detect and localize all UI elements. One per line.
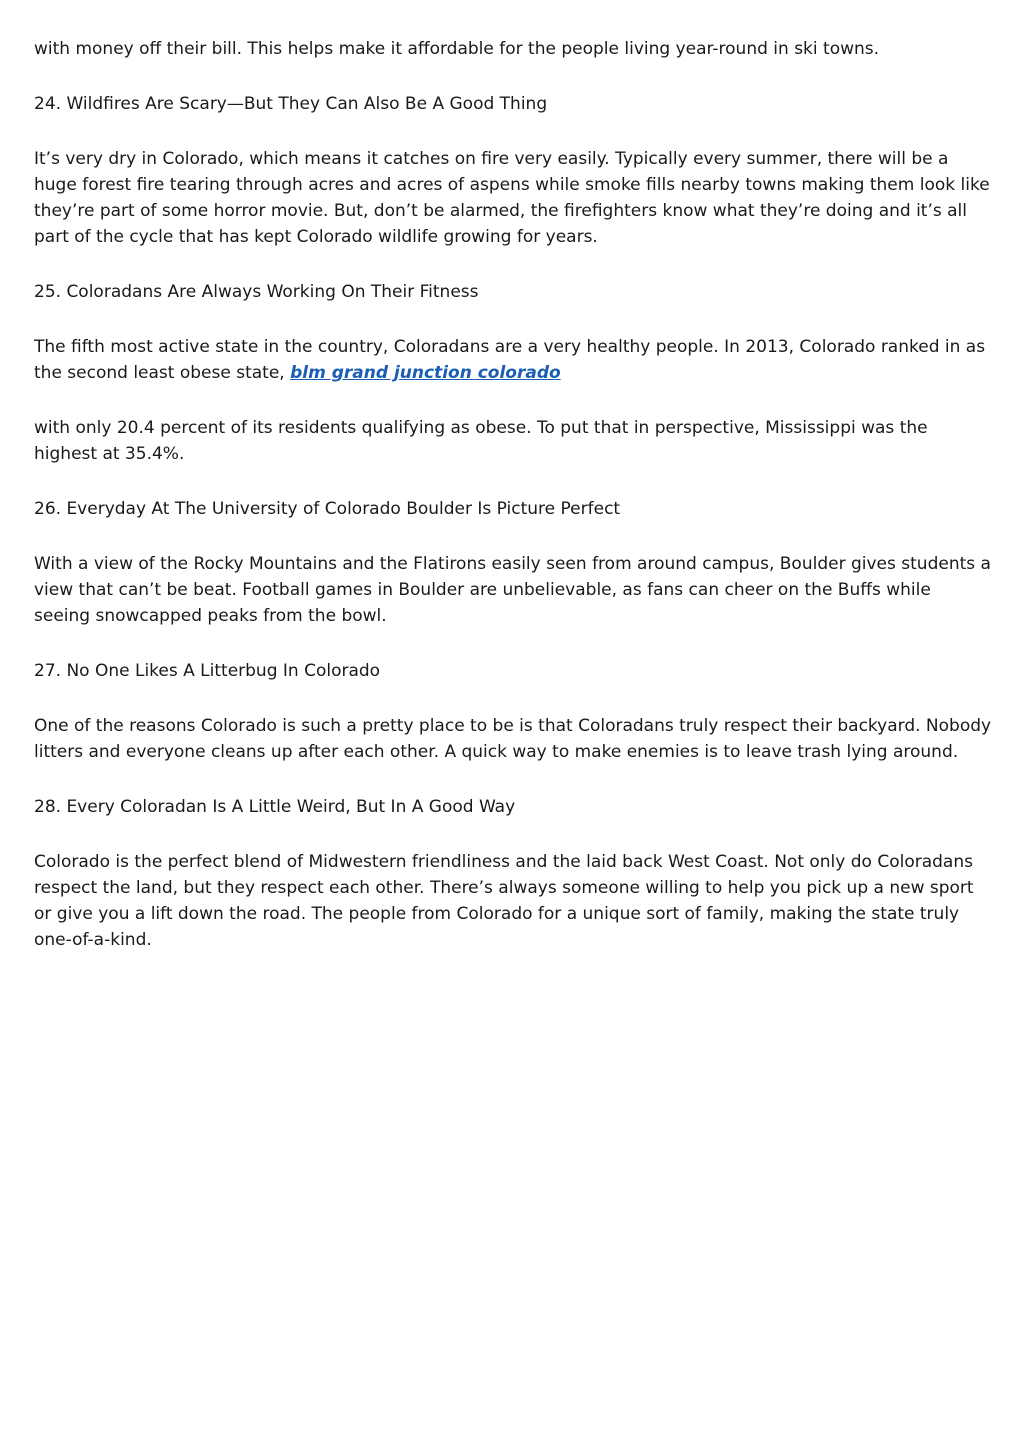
heading-wildfires: 24. Wildfires Are Scary—But They Can Also Be A Good Thing bbox=[34, 94, 548, 114]
paragraph-bill: with money off their bill. This helps make it affordable for the people living year-round in ski towns. bbox=[34, 39, 880, 59]
paragraph-fitness bbox=[34, 334, 992, 386]
paragraph-weird: Colorado is the perfect blend of Midwestern friendliness and the laid back West Coast. Not only do Coloradans respect the land, but they respect each other. There’s always someone willing to help you pick up a new sport or give you a lift down the road. The people from Colorado for a unique sort of family, making the state truly one-of-a-kind. bbox=[34, 852, 974, 950]
paragraph-litterbug: One of the reasons Colorado is such a pretty place to be is that Coloradans truly respect their backyard. Nobody litters and everyone cleans up after each other. A quick way to make enemies is to leave trash lying around. bbox=[34, 716, 992, 762]
paragraph-fitness-text: The fifth most active state in the country, Coloradans are a very healthy people. In 2013, Colorado ranked in as the second least obese state, bbox=[34, 337, 986, 383]
paragraph-boulder: With a view of the Rocky Mountains and the Flatirons easily seen from around campus, Boulder gives students a view that can’t be beat. Football games in Boulder are unbelievable, as fans can cheer on the Buffs while seeing snowcapped peaks from the bowl. bbox=[34, 554, 991, 626]
document-body bbox=[34, 36, 992, 982]
heading-weird: 28. Every Coloradan Is A Little Weird, But In A Good Way bbox=[34, 797, 516, 817]
heading-boulder: 26. Everyday At The University of Colorado Boulder Is Picture Perfect bbox=[34, 499, 621, 519]
heading-litterbug: 27. No One Likes A Litterbug In Colorado bbox=[34, 661, 381, 681]
paragraph-obesity: with only 20.4 percent of its residents qualifying as obese. To put that in perspective, Mississippi was the highest at 35.4%. bbox=[34, 418, 928, 464]
paragraph-wildfires: It’s very dry in Colorado, which means it catches on fire very easily. Typically every summer, there will be a huge forest fire tearing through acres and acres of aspens while smoke fills nearby towns making them look like they’re part of some horror movie. But, don’t be alarmed, the firefighters know what they’re doing and it’s all part of the cycle that has kept Colorado wildlife growing for years. bbox=[34, 149, 990, 247]
heading-fitness: 25. Coloradans Are Always Working On Their Fitness bbox=[34, 282, 479, 302]
blm-grand-junction-link[interactable]: blm grand junction colorado bbox=[290, 363, 561, 383]
